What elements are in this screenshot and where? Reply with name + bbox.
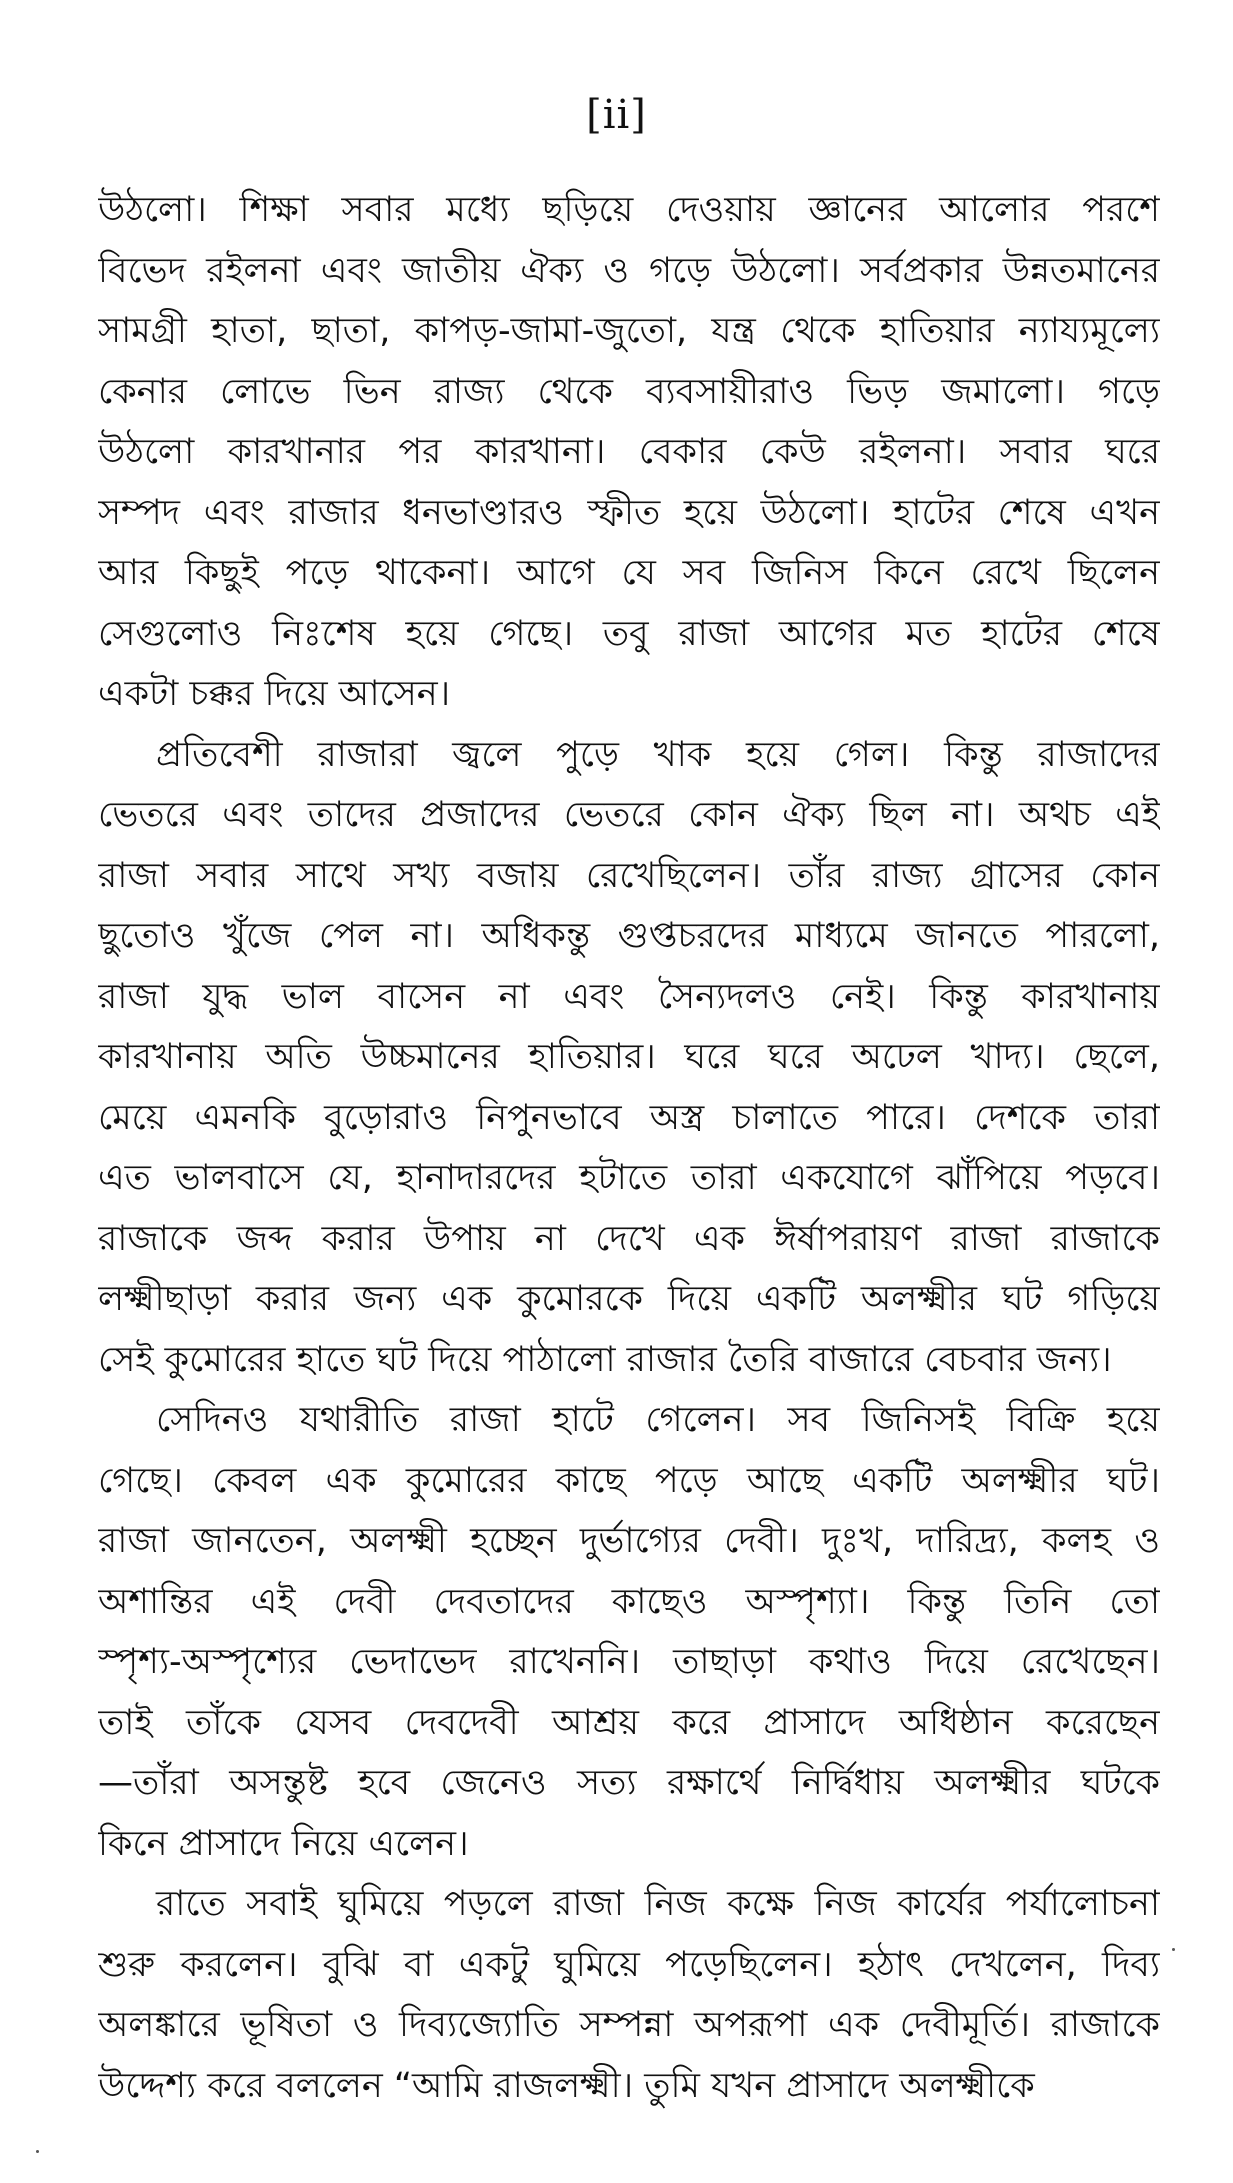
text-line: —তাঁরা অসন্তুষ্ট হবে জেনেও সত্য রক্ষার্থে নির্দ্বিধায় অলক্ষ্মীর ঘটকে (98, 1763, 1160, 1803)
text-line: রাজা সবার সাথে সখ্য বজায় রেখেছিলেন। তাঁর রাজ্য গ্রাসের কোন (98, 855, 1160, 896)
text-line: উদ্দেশ্য করে বললেন “আমি রাজলক্ষ্মী। তুমি যখন প্রাসাদে অলক্ষ্মীকে (98, 2065, 1035, 2106)
paragraph (98, 725, 1160, 1391)
text-line: লক্ষ্মীছাড়া করার জন্য এক কুমোরকে দিয়ে একটি অলক্ষ্মীর ঘট গড়িয়ে (98, 1279, 1160, 1319)
text-line: রাজাকে জব্দ করার উপায় না দেখে এক ঈর্ষাপরায়ণ রাজা রাজাকে (98, 1218, 1160, 1259)
text-line: রাজা জানতেন, অলক্ষ্মী হচ্ছেন দুর্ভাগ্যের দেবী। দুঃখ, দারিদ্র্য, কলহ ও (98, 1521, 1160, 1561)
text-line: প্রতিবেশী রাজারা জ্বলে পুড়ে খাক হয়ে গেল। কিন্তু রাজাদের (156, 734, 1160, 775)
text-line: সেগুলোও নিঃশেষ হয়ে গেছে। তবু রাজা আগের মত হাটের শেষে (98, 613, 1160, 654)
paragraph (98, 1874, 1160, 2116)
text-line: স্পৃশ্য-অস্পৃশ্যের ভেদাভেদ রাখেননি। তাছাড়া কথাও দিয়ে রেখেছেন। (98, 1642, 1160, 1682)
paper-speck (1172, 1948, 1175, 1951)
text-line: শুরু করলেন। বুঝি বা একটু ঘুমিয়ে পড়েছিলেন। হঠাৎ দেখলেন, দিব্য (98, 1944, 1160, 1985)
text-line: এত ভালবাসে যে, হানাদারদের হটাতে তারা একযোগে ঝাঁপিয়ে পড়বে। (98, 1158, 1160, 1198)
text-line: সামগ্রী হাতা, ছাতা, কাপড়-জামা-জুতো, যন্ত্র থেকে হাতিয়ার ন্যায্যমূল্যে (98, 311, 1160, 351)
page-number: [ii] (586, 92, 647, 138)
text-line: বিভেদ রইলনা এবং জাতীয় ঐক্য ও গড়ে উঠলো। সর্বপ্রকার উন্নতমানের (98, 250, 1160, 291)
text-line: তাই তাঁকে যেসব দেবদেবী আশ্রয় করে প্রাসাদে অধিষ্ঠান করেছেন (98, 1702, 1160, 1743)
paragraph (98, 1390, 1160, 1874)
text-line: উঠলো কারখানার পর কারখানা। বেকার কেউ রইলনা। সবার ঘরে (98, 432, 1160, 472)
paragraph (98, 180, 1160, 725)
text-line: কিনে প্রাসাদে নিয়ে এলেন। (98, 1823, 469, 1864)
text-line: ছুতোও খুঁজে পেল না। অধিকন্তু গুপ্তচরদের মাধ্যমে জানতে পারলো, (98, 916, 1160, 956)
paper-speck (36, 2150, 39, 2153)
text-line: উঠলো। শিক্ষা সবার মধ্যে ছড়িয়ে দেওয়ায় জ্ঞানের আলোর পরশে (98, 190, 1160, 230)
text-line: একটা চক্কর দিয়ে আসেন। (98, 674, 451, 714)
text-line: গেছে। কেবল এক কুমোরের কাছে পড়ে আছে একটি অলক্ষ্মীর ঘট। (98, 1460, 1160, 1501)
text-line: কেনার লোভে ভিন রাজ্য থেকে ব্যবসায়ীরাও ভিড় জমালো। গড়ে (98, 371, 1160, 412)
text-line: অশান্তির এই দেবী দেবতাদের কাছেও অস্পৃশ্যা। কিন্তু তিনি তো (98, 1581, 1160, 1622)
body-text (98, 180, 1160, 2116)
text-line: ভেতরে এবং তাদের প্রজাদের ভেতরে কোন ঐক্য ছিল না। অথচ এই (98, 795, 1160, 835)
text-line: রাজা যুদ্ধ ভাল বাসেন না এবং সৈন্যদলও নেই। কিন্তু কারখানায় (98, 976, 1160, 1017)
text-line: অলঙ্কারে ভূষিতা ও দিব্যজ্যোতি সম্পন্না অপরূপা এক দেবীমূর্তি। রাজাকে (98, 2005, 1160, 2045)
text-line: সেই কুমোরের হাতে ঘট দিয়ে পাঠালো রাজার তৈরি বাজারে বেচবার জন্য। (98, 1339, 1112, 1380)
text-line: সম্পদ এবং রাজার ধনভাণ্ডারও স্ফীত হয়ে উঠলো। হাটের শেষে এখন (98, 492, 1160, 533)
text-line: কারখানায় অতি উচ্চমানের হাতিয়ার। ঘরে ঘরে অঢেল খাদ্য। ছেলে, (98, 1037, 1160, 1077)
text-line: রাতে সবাই ঘুমিয়ে পড়লে রাজা নিজ কক্ষে নিজ কার্যের পর্যালোচনা (156, 1884, 1160, 1924)
text-line: মেয়ে এমনকি বুড়োরাও নিপুনভাবে অস্ত্র চালাতে পারে। দেশকে তারা (98, 1097, 1160, 1138)
text-line: সেদিনও যথারীতি রাজা হাটে গেলেন। সব জিনিসই বিক্রি হয়ে (156, 1400, 1160, 1440)
text-line: আর কিছুই পড়ে থাকেনা। আগে যে সব জিনিস কিনে রেখে ছিলেন (98, 553, 1160, 593)
